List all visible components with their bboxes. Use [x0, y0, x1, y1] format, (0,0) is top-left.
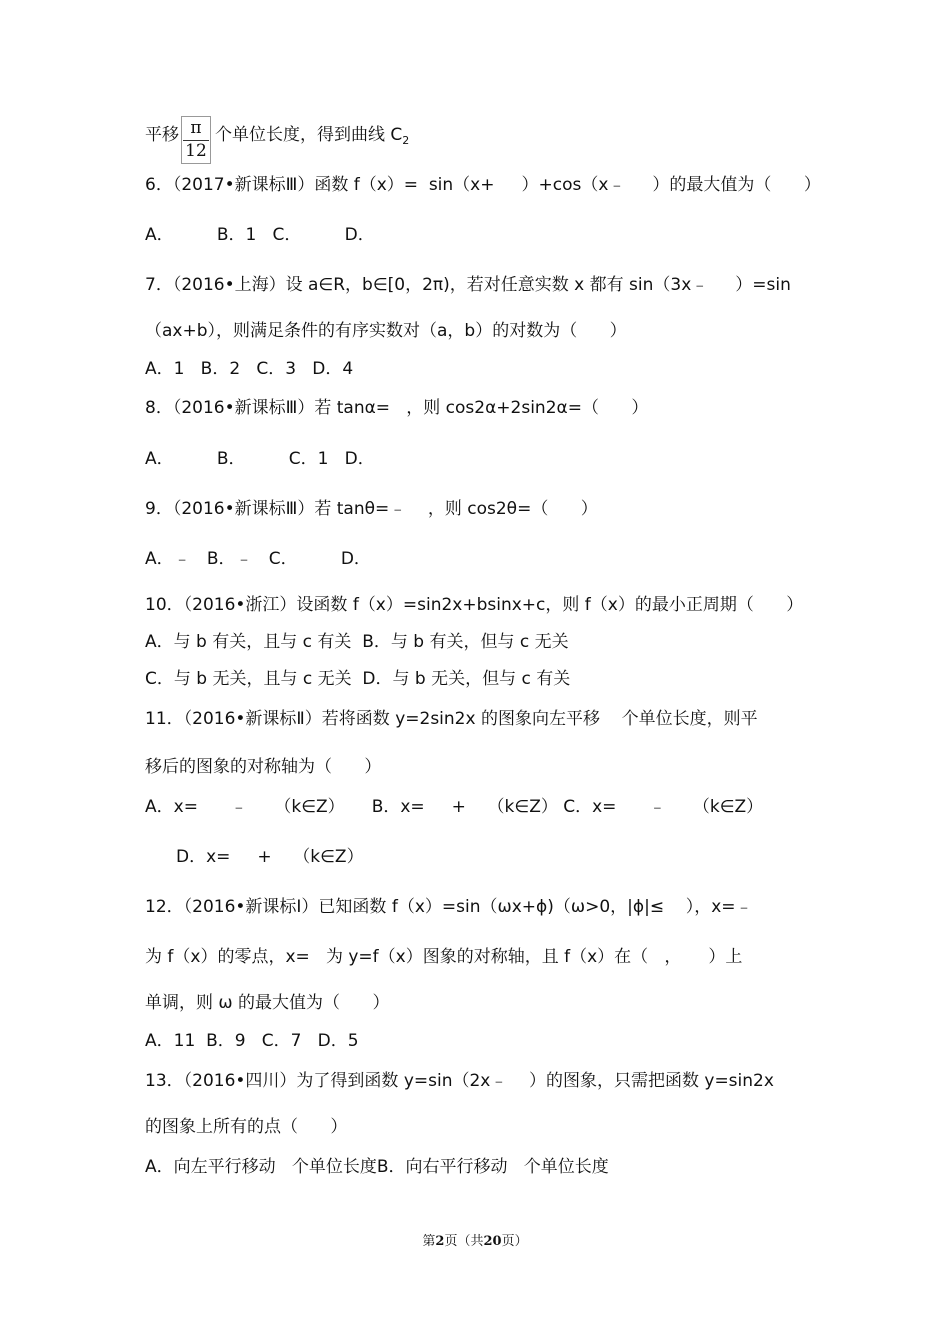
question-10-options-2: C．与 b 无关，且与 c 无关 D．与 b 无关，但与 c 有关 [145, 669, 571, 689]
question-6-options: A． B．1 C． D． [145, 225, 375, 245]
question-7-options: A．1 B．2 C．3 D．4 [145, 359, 354, 379]
question-8: 8．（2016•新课标Ⅲ）若 tanα= ，则 cos2α+2sin2α=（ ） [145, 398, 649, 418]
footer-total-pages: 20 [483, 1234, 502, 1249]
intro-text-a: 平移 [145, 125, 179, 145]
question-7-line2: （ax+b），则满足条件的有序实数对（a，b）的对数为（ ） [145, 321, 627, 341]
question-12-line1: 12．（2016•新课标Ⅰ）已知函数 f（x）=sin（ωx+ϕ)（ω>0，|ϕ|≤ ），x=﹣ [145, 897, 753, 917]
intro-text-b: 个单位长度，得到曲线 C [215, 125, 403, 145]
page-footer [0, 1230, 950, 1249]
fraction-denominator: 12 [185, 141, 207, 161]
question-10: 10．（2016•浙江）设函数 f（x）=sin2x+bsinx+c，则 f（x）的最小正周期（ ） [145, 595, 804, 615]
question-7-line1: 7．（2016•上海）设 a∈R，b∈[0，2π)，若对任意实数 x 都有 sin（3x﹣ ）=sin [145, 275, 791, 295]
question-11-options-1: A．x= ﹣ （k∈Z） B．x= + （k∈Z） C．x= ﹣ （k∈Z） [145, 797, 764, 817]
question-6: 6．（2017•新课标Ⅲ）函数 f（x）= sin（x+ ）+cos（x﹣ ）的最大值为（ ） [145, 175, 821, 195]
question-12-line3: 单调，则 ω 的最大值为（ ） [145, 993, 390, 1013]
footer-page-number: 2 [435, 1234, 445, 1249]
question-11-options-2: D．x= + （k∈Z） [176, 847, 364, 867]
question-11-line1: 11．（2016•新课标Ⅱ）若将函数 y=2sin2x 的图象向左平移 个单位长度，则平 [145, 709, 758, 729]
question-12-line2: 为 f（x）的零点，x= 为 y=f（x）图象的对称轴，且 f（x）在（ ， ）上 [145, 947, 743, 967]
footer-pre: 第 [422, 1234, 436, 1249]
footer-mid: 页（共 [444, 1234, 484, 1249]
question-9: 9．（2016•新课标Ⅲ）若 tanθ=﹣ ，则 cos2θ=（ ） [145, 499, 598, 519]
question-11-line2: 移后的图象的对称轴为（ ） [145, 757, 382, 777]
question-13-options: A．向左平行移动 个单位长度B．向右平行移动 个单位长度 [145, 1157, 609, 1177]
fraction-numerator: π [190, 118, 202, 138]
question-8-options: A． B． C．1 D． [145, 449, 375, 469]
question-9-options: A．﹣ B．﹣ C． D． [145, 549, 371, 569]
question-12-options: A．11 B．9 C．7 D．5 [145, 1031, 359, 1051]
footer-post: 页） [501, 1234, 528, 1249]
intro-subscript: 2 [402, 134, 410, 147]
question-13-line2: 的图象上所有的点（ ） [145, 1117, 348, 1137]
question-10-options-1: A．与 b 有关，且与 c 有关 B．与 b 有关，但与 c 无关 [145, 632, 569, 652]
question-13-line1: 13．（2016•四川）为了得到函数 y=sin（2x﹣ ）的图象，只需把函数 y=sin2x [145, 1071, 774, 1091]
fraction-pi-over-12 [181, 116, 211, 164]
